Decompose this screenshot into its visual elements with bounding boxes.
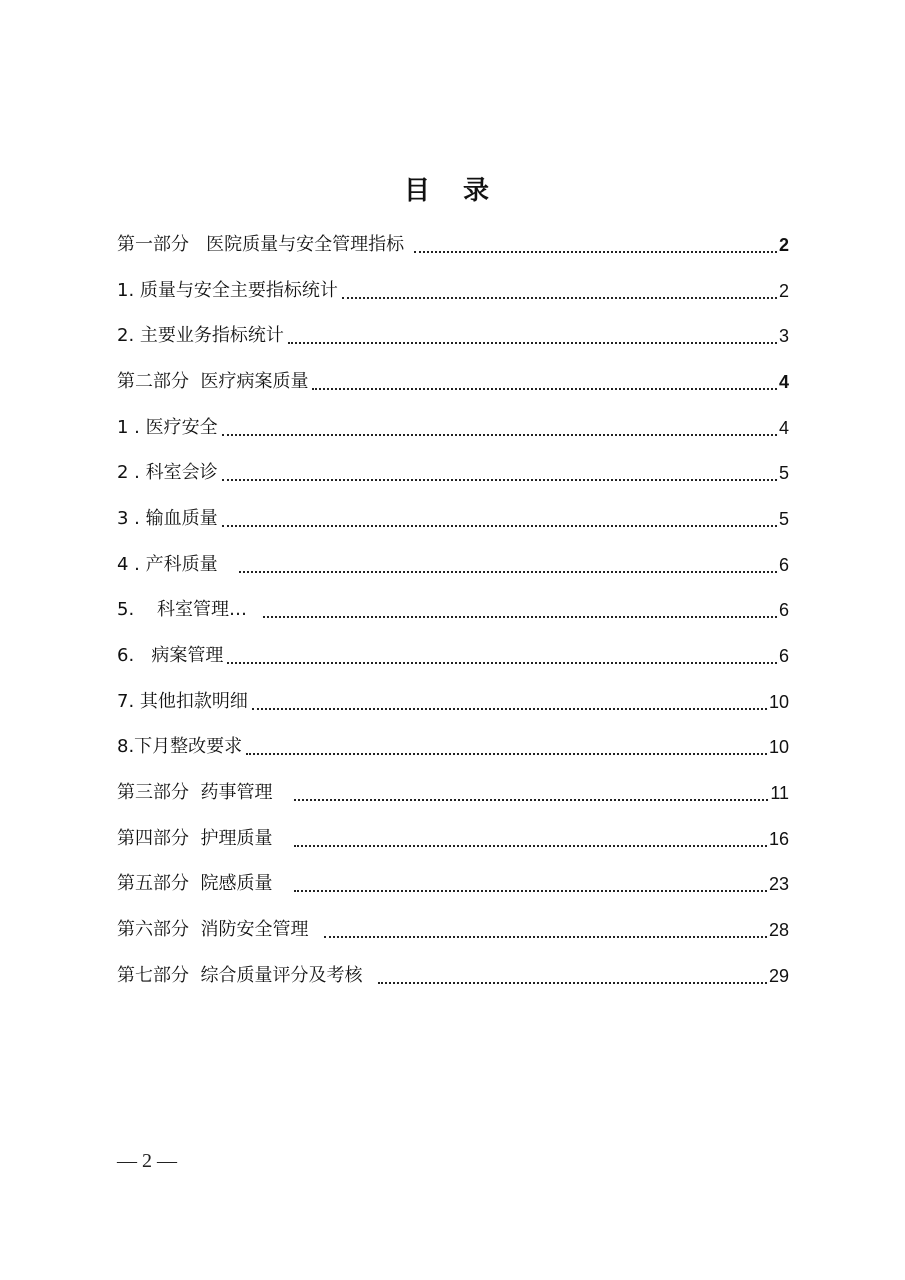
toc-entry[interactable] bbox=[117, 405, 789, 451]
toc-entry[interactable] bbox=[117, 907, 789, 953]
toc-entry[interactable] bbox=[117, 862, 789, 908]
toc-entry-label: 第七部分 综合质量评分及考核 bbox=[117, 964, 374, 986]
toc-entry-label: 2 . 科室会诊 bbox=[117, 462, 218, 484]
toc-leader bbox=[239, 571, 777, 573]
toc-entry-label: 第四部分 护理质量 bbox=[117, 827, 290, 849]
toc-entry-label: 第二部分 医疗病案质量 bbox=[117, 370, 309, 392]
toc-entry[interactable] bbox=[117, 725, 789, 771]
toc-entry-label: 4 . 产科质量 bbox=[117, 553, 235, 575]
toc-entry-page: 10 bbox=[768, 737, 789, 758]
toc-entry[interactable] bbox=[117, 588, 789, 634]
toc-entry[interactable] bbox=[117, 313, 789, 359]
toc-entry[interactable] bbox=[117, 542, 789, 588]
toc-entry-page: 29 bbox=[768, 965, 789, 986]
toc-leader bbox=[288, 342, 777, 344]
toc-entry-page: 16 bbox=[768, 828, 789, 849]
toc-entry-page: 2 bbox=[778, 234, 789, 255]
toc-entry-label: 6. 病案管理 bbox=[117, 645, 224, 667]
toc-entry[interactable] bbox=[117, 633, 789, 679]
toc-entry[interactable] bbox=[117, 450, 789, 496]
toc-entry-page: 4 bbox=[778, 371, 789, 392]
toc-entry-page: 10 bbox=[768, 691, 789, 712]
toc-entry[interactable] bbox=[117, 953, 789, 999]
toc-entry-page: 6 bbox=[778, 554, 789, 575]
toc-leader bbox=[222, 434, 777, 436]
toc-leader bbox=[252, 708, 767, 710]
toc-entry-page: 4 bbox=[778, 417, 789, 438]
toc-entry-label: 7. 其他扣款明细 bbox=[117, 690, 248, 712]
toc-entry-label: 3 . 输血质量 bbox=[117, 507, 218, 529]
toc-leader bbox=[227, 662, 777, 664]
toc-entry-page: 2 bbox=[778, 280, 789, 301]
toc-entry-page: 6 bbox=[778, 600, 789, 621]
toc-entry[interactable] bbox=[117, 268, 789, 314]
page-title: 目 录 bbox=[403, 176, 502, 206]
toc-leader bbox=[312, 388, 777, 390]
toc-entry-page: 28 bbox=[768, 920, 789, 941]
toc-leader bbox=[222, 479, 777, 481]
toc-entry-page: 23 bbox=[768, 874, 789, 895]
toc-entry[interactable] bbox=[117, 816, 789, 862]
table-of-contents bbox=[117, 222, 789, 999]
toc-entry-label: 5. 科室管理… bbox=[117, 599, 259, 621]
toc-entry[interactable] bbox=[117, 770, 789, 816]
toc-leader bbox=[246, 753, 767, 755]
toc-leader bbox=[222, 525, 777, 527]
toc-entry-label: 第三部分 药事管理 bbox=[117, 782, 290, 804]
page-number-footer: — 2 — bbox=[117, 1150, 177, 1172]
toc-leader bbox=[378, 982, 767, 984]
toc-leader bbox=[414, 251, 777, 253]
toc-entry[interactable] bbox=[117, 496, 789, 542]
toc-entry-label: 2. 主要业务指标统计 bbox=[117, 325, 284, 347]
toc-entry-label: 第一部分 医院质量与安全管理指标 bbox=[117, 233, 410, 255]
toc-entry-label: 1 . 医疗安全 bbox=[117, 416, 218, 438]
toc-leader bbox=[342, 297, 777, 299]
toc-entry-page: 3 bbox=[778, 326, 789, 347]
toc-leader bbox=[294, 845, 767, 847]
toc-entry-page: 11 bbox=[770, 783, 789, 804]
toc-leader bbox=[324, 936, 767, 938]
toc-entry-label: 第五部分 院感质量 bbox=[117, 873, 290, 895]
toc-entry-label: 1. 质量与安全主要指标统计 bbox=[117, 279, 338, 301]
toc-entry-page: 6 bbox=[778, 646, 789, 667]
toc-entry-page: 5 bbox=[778, 463, 789, 484]
toc-entry-page: 5 bbox=[778, 508, 789, 529]
toc-leader bbox=[263, 616, 777, 618]
toc-entry[interactable] bbox=[117, 679, 789, 725]
toc-entry-label: 第六部分 消防安全管理 bbox=[117, 919, 320, 941]
toc-leader bbox=[294, 799, 769, 801]
toc-leader bbox=[294, 890, 767, 892]
toc-entry[interactable] bbox=[117, 222, 789, 268]
toc-entry-label: 8.下月整改要求 bbox=[117, 736, 243, 758]
toc-entry[interactable] bbox=[117, 359, 789, 405]
